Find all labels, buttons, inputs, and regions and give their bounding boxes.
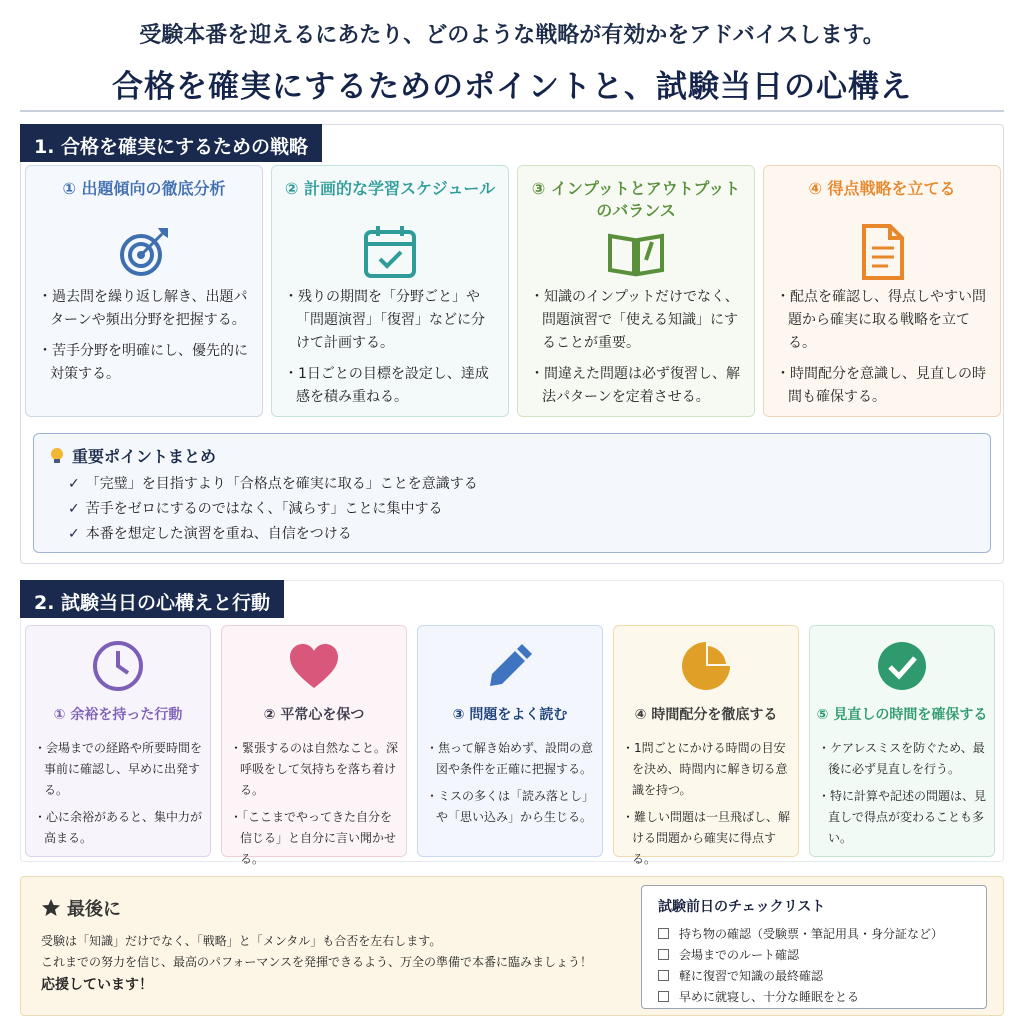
page-subtitle: 受験本番を迎えるにあたり、どのような戦略が有効かをアドバイスします。	[139, 23, 885, 48]
card-item: ・ 1問ごとにかける時間の目安を決め、時間内に解き切る意識を持つ。	[622, 738, 792, 801]
checklist-item: 会場までのルート確認	[658, 945, 943, 966]
checklist-item: 軽に復習で知識の最終確認	[658, 966, 943, 987]
exam-card-review	[809, 625, 995, 857]
summary-item: ✓ 苦手をゼロにするのではなく、「減らす」ことに集中する	[68, 501, 443, 517]
target-icon	[114, 222, 174, 282]
checklist-title: 試験前日のチェックリスト	[658, 899, 826, 915]
calendar-check-icon	[360, 222, 420, 282]
clock-icon	[90, 638, 146, 694]
card-title: ② 平常心を保つ	[263, 707, 365, 723]
checklist-item: 早めに就寝し、十分な睡眠をとる	[658, 987, 943, 1008]
check-circle-icon	[874, 638, 930, 694]
pencil-icon	[482, 638, 538, 694]
pie-chart-icon	[678, 638, 734, 694]
key-points-summary	[33, 433, 991, 553]
lightbulb-icon	[48, 446, 66, 466]
check-icon: ✓	[68, 501, 80, 517]
strategy-card-analysis	[25, 165, 263, 417]
checkbox[interactable]	[658, 970, 669, 981]
closing-cheer: 応援しています！	[41, 977, 153, 993]
card-title: ④ 時間配分を徹底する	[634, 707, 778, 723]
card-title: ① 出題傾向の徹底分析	[62, 179, 226, 198]
card-item: ・ 知識のインプットだけでなく、問題演習で「使える知識」にすることが重要。	[530, 286, 742, 355]
check-icon: ✓	[68, 526, 80, 542]
star-icon	[41, 898, 61, 918]
summary-item: ✓ 本番を想定した演習を重ね、自信をつける	[68, 526, 352, 542]
summary-item: ✓ 「完璧」を目指すより「合格点を確実に取る」ことを意識する	[68, 476, 478, 492]
card-item: ・ 過去問を繰り返し解き、出題パターンや頻出分野を把握する。	[38, 286, 250, 332]
card-item: ・ 1日ごとの目標を設定し、達成感を積み重ねる。	[284, 363, 496, 409]
strategy-section	[20, 124, 1004, 564]
check-icon: ✓	[68, 476, 80, 492]
closing-line: これまでの努力を信じ、最高のパフォーマンスを発揮できるよう、万全の準備で本番に臨みましょう！	[41, 955, 593, 969]
checklist-panel	[641, 885, 987, 1009]
exam-card-read-carefully	[417, 625, 603, 857]
card-item: ・ ミスの多くは「読み落とし」や「思い込み」から生じる。	[426, 786, 596, 828]
card-title: ② 計画的な学習スケジュール	[284, 179, 496, 198]
closing-message	[41, 931, 641, 996]
page-header	[0, 12, 1024, 106]
card-title: ⑤ 見直しの時間を確保する	[816, 707, 988, 723]
strategy-card-balance	[517, 165, 755, 417]
card-item: ・ 配点を確認し、得点しやすい問題から確実に取る戦略を立てる。	[776, 286, 988, 355]
strategy-card-schedule	[271, 165, 509, 417]
section-heading-strategy: 1. 合格を確実にするための戦略	[20, 124, 322, 162]
exam-card-time-allocation	[613, 625, 799, 866]
section-heading-exam-day: 2. 試験当日の心構えと行動	[20, 580, 284, 618]
card-item: ・ 苦手分野を明確にし、優先的に対策する。	[38, 340, 250, 386]
card-item: ・ 残りの期間を「分野ごと」や「問題演習」「復習」などに分けて計画する。	[284, 286, 496, 355]
card-item: ・ ケアレスミスを防ぐため、最後に必ず見直しを行う。	[818, 738, 988, 780]
divider	[20, 110, 1004, 112]
card-item: ・ 焦って解き始めず、設問の意図や条件を正確に把握する。	[426, 738, 596, 780]
card-title: ③ 問題をよく読む	[452, 707, 568, 723]
exam-day-section	[20, 580, 1004, 866]
heart-icon	[286, 638, 342, 694]
checkbox[interactable]	[658, 991, 669, 1002]
page-title: 合格を確実にするためのポイントと、試験当日の心構え	[112, 69, 912, 105]
closing-title: 最後に	[41, 895, 121, 921]
document-icon	[852, 222, 912, 282]
card-item: ・ 特に計算や記述の問題は、見直しで得点が変わることも多い。	[818, 786, 988, 849]
card-item: ・ 心に余裕があると、集中力が高まる。	[34, 807, 204, 849]
strategy-card-scoring	[763, 165, 1001, 417]
summary-title: 重要ポイントまとめ	[48, 444, 216, 467]
closing-line: 受験は「知識」だけでなく、「戦略」と「メンタル」も合否を左右します。	[41, 934, 442, 948]
exam-card-calm	[221, 625, 407, 866]
checkbox[interactable]	[658, 928, 669, 939]
card-title: ④ 得点戦略を立てる	[808, 179, 956, 198]
checkbox[interactable]	[658, 949, 669, 960]
card-item: ・ 会場までの経路や所要時間を事前に確認し、早めに出発する。	[34, 738, 204, 801]
card-item: ・ 「ここまでやってきた自分を信じる」と自分に言い聞かせる。	[230, 807, 400, 870]
card-title: ③ インプットとアウトプットのバランス	[531, 179, 741, 220]
card-item: ・ 間違えた問題は必ず復習し、解法パターンを定着させる。	[530, 363, 742, 409]
card-title: ① 余裕を持った行動	[53, 707, 183, 723]
open-book-icon	[606, 222, 666, 282]
card-item: ・ 難しい問題は一旦飛ばし、解ける問題から確実に得点する。	[622, 807, 792, 870]
exam-card-time-margin	[25, 625, 211, 857]
checklist-item: 持ち物の確認（受験票・筆記用具・身分証など）	[658, 924, 943, 945]
closing-section	[20, 876, 1004, 1016]
card-item: ・ 時間配分を意識し、見直しの時間も確保する。	[776, 363, 988, 409]
card-item: ・ 緊張するのは自然なこと。深呼吸をして気持ちを落ち着ける。	[230, 738, 400, 801]
